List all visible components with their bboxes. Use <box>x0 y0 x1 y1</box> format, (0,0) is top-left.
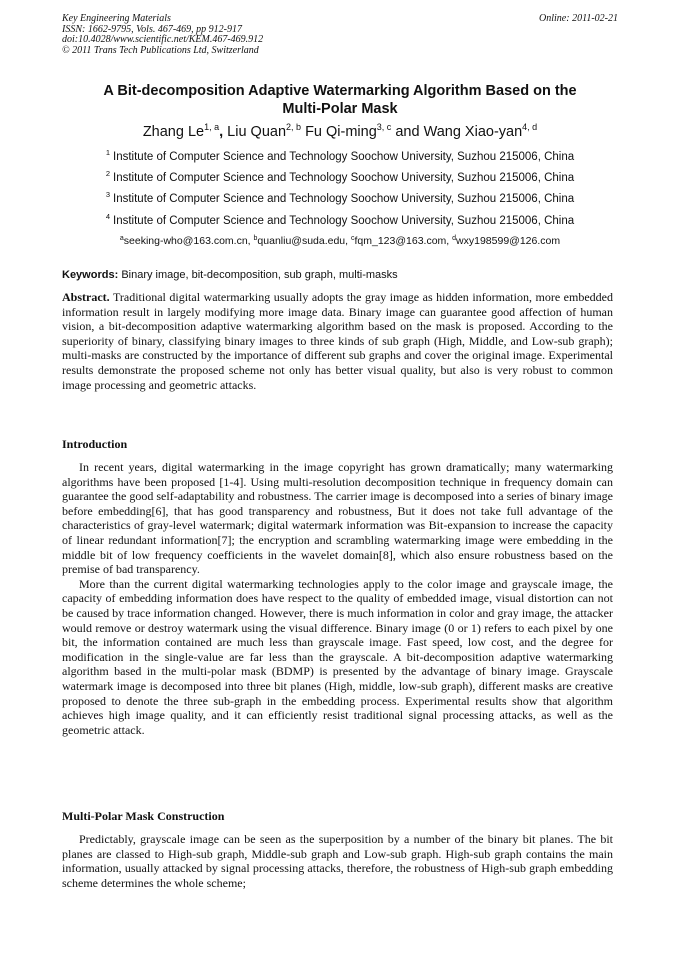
email-address: seeking-who@163.com.cn <box>123 235 248 247</box>
affiliation <box>62 171 618 185</box>
author-name: Liu Quan <box>227 124 287 140</box>
author-sup: 2, b <box>286 122 302 132</box>
author-name: Wang Xiao-yan <box>423 124 523 140</box>
email-sep: , <box>247 235 254 247</box>
abstract-text: Traditional digital watermarking usually adopts the gray image as hidden information, more embedded information result in largely modifying more image data. Binary image can guarantee good affection of human vision, a bit-decomposition adaptive watermarking algorithm based on the mask is proposed. According to the superiority of binary, classifying binary images to three kinds of sub graph (High, Middle, and Low-sub graph); multi-masks are constructed by the importance of different sub graphs and cover the original image. Experimental results demonstrate the proposed scheme not only has better visual quality, but also is very robust to common image processing and geometric attacks. <box>62 290 613 392</box>
affiliation-number: 3 <box>105 190 111 199</box>
keywords-text: Binary image, bit-decomposition, sub graph, multi-masks <box>121 269 398 281</box>
author-sup: 4, d <box>522 122 538 132</box>
email-list <box>62 234 618 248</box>
introduction-body <box>62 460 613 737</box>
affiliation-text: Institute of Computer Science and Technology Soochow University, Suzhou 215006, China <box>113 151 575 163</box>
email-address: fqm_123@163.com <box>354 235 447 247</box>
author-sup: 1, a <box>204 122 220 132</box>
affiliation <box>62 150 618 164</box>
email-address: wxy198599@126.com <box>456 235 561 247</box>
section-heading-introduction: Introduction <box>62 437 128 451</box>
keywords-label: Keywords: <box>62 269 119 281</box>
paragraph: Predictably, grayscale image can be seen as the superposition by a number of the binary bit planes. The bit planes are classed to High-sub graph, Middle-sub graph and Low-sub graph. High-sub graph contains the main information, usually attacked by signal processing attacks, therefore, the robustness of High-sub graph embedding scheme determines the whole scheme; <box>62 832 613 890</box>
abstract-label: Abstract. <box>62 290 110 304</box>
paper-title <box>62 82 618 118</box>
paragraph: In recent years, digital watermarking in the image copyright has grown dramatically; many watermarking algorithms have been proposed [1-4]. Using multi-resolution decomposition technique in frequency domain can guarantee the good self-adaptability and robustness. The carrier image is decomposed into a series of binary image before embedding[6], that has good transparency and robustness, But it does not take full advantage of the characteristics of gray-level watermark; digital watermark information was Bit-expansion to increase the capacity of linear redundant information[7]; the encryption and scrambling watermarking image were embedding in the middle bit of low frequency coefficients in the wavelet domain[8], which also ensure robustness based on the premise of bad transparency. <box>62 460 613 577</box>
author-sep: , <box>219 124 228 140</box>
affiliation-number: 2 <box>105 169 111 178</box>
issn-line: ISSN: 1662-9795, Vols. 467-469, pp 912-917 <box>62 23 242 35</box>
copyright-line: © 2011 Trans Tech Publications Ltd, Switzerland <box>62 44 259 56</box>
author-sep: and <box>391 124 424 140</box>
online-date: Online: 2011-02-21 <box>539 13 618 24</box>
author-name: Fu Qi-ming <box>305 124 377 140</box>
affiliation-text: Institute of Computer Science and Technology Soochow University, Suzhou 215006, China <box>113 172 575 184</box>
author-list <box>62 123 618 141</box>
email-sup: d <box>452 235 457 242</box>
email-sup: c <box>351 235 355 242</box>
affiliation-number: 4 <box>105 212 111 221</box>
affiliation-text: Institute of Computer Science and Technology Soochow University, Suzhou 215006, China <box>113 193 575 205</box>
author-name: Zhang Le <box>142 124 205 140</box>
section-heading-multi-polar-mask: Multi-Polar Mask Construction <box>62 809 225 823</box>
multi-polar-mask-body <box>62 832 613 890</box>
email-sup: a <box>119 235 124 242</box>
email-address: quanliu@suda.edu <box>257 235 346 247</box>
title-line-1: A Bit-decomposition Adaptive Watermarking Algorithm Based on the <box>103 83 577 99</box>
abstract <box>62 290 613 392</box>
author-sup: 3, c <box>376 122 392 132</box>
journal-name: Key Engineering Materials <box>62 13 171 24</box>
paragraph: More than the current digital watermarking technologies apply to the color image and grayscale image, the capacity of embedding information does have respect to the quality of embedded image, visual distortion can not be caused by trace information changed. However, there is much information in color and gray image, the attacker would remove or destroy watermark using the visual difference. Binary image (0 or 1) refers to each pixel by one bit, the information contained are much less than grayscale image. Fast speed, low cost, and the degree for modification in the single-value are far less than the grayscale. A bit-decomposition adaptive watermarking algorithm based in the multi-polar mask (BDMP) is presented by the advantage of binary image. Grayscale watermark image is decomposed into three bit planes (High, middle, low-sub graph), different masks are creative proposed to denote the three sub-graph in the embedding process. Experimental results show that algorithm achieves high image quality, and it can efficiently resist traditional signal processing attacks, as well as the geometric attack. <box>62 576 613 737</box>
email-sup: b <box>253 235 258 242</box>
affiliation-text: Institute of Computer Science and Technology Soochow University, Suzhou 215006, China <box>113 215 575 227</box>
email-sep: , <box>345 235 351 247</box>
journal-header <box>62 14 618 56</box>
keywords <box>62 268 618 282</box>
affiliation-number: 1 <box>105 148 111 157</box>
doi-line: doi:10.4028/www.scientific.net/KEM.467-469.912 <box>62 34 264 45</box>
affiliation <box>62 192 618 206</box>
affiliation <box>62 214 618 228</box>
email-sep: , <box>446 235 453 247</box>
title-line-2: Multi-Polar Mask <box>282 101 398 117</box>
